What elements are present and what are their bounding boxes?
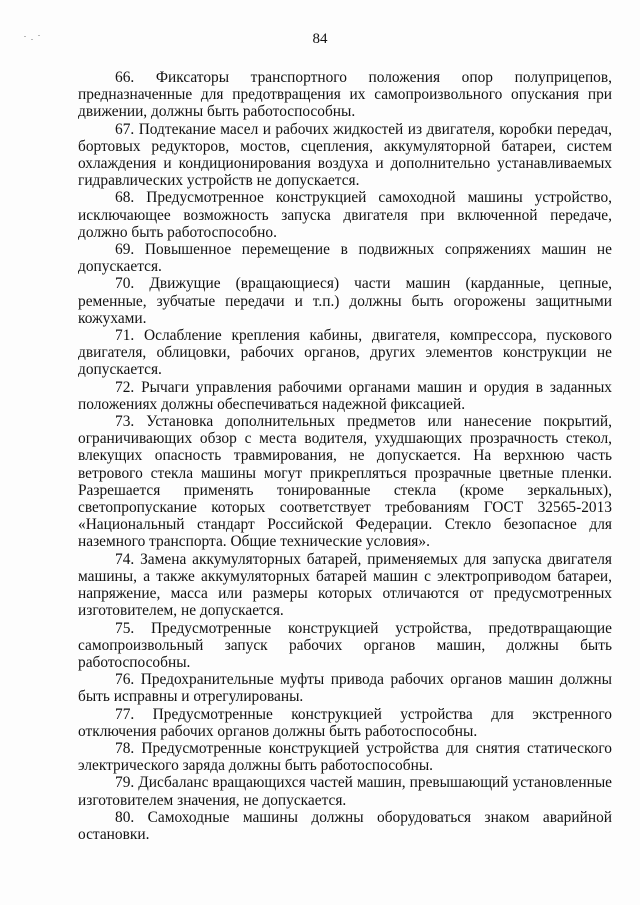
- paragraph-67: 67. Подтекание масел и рабочих жидкостей из двигателя, коробки передач, бортовых редукторов, мостов, сцепления, аккумуляторной батареи, систем охлаждения и кондиционирования воздуха и дополнительно устанавливаемых гидравлических устройств не допускается.: [78, 120, 612, 190]
- paragraph-66: 66. Фиксаторы транспортного положения опор полуприцепов, предназначенные для предотвращения их самопроизвольного опускания при движении, должны быть работоспособны.: [78, 69, 612, 121]
- paragraph-71: 71. Ослабление крепления кабины, двигателя, компрессора, пускового двигателя, облицовки, рабочих органов, других элементов конструкции не допускается.: [78, 327, 612, 379]
- paragraph-74: 74. Замена аккумуляторных батарей, применяемых для запуска двигателя машины, а также аккумуляторных батарей машин с электроприводом батареи, напряжение, масса или размеры которых отличаются от предусмотренных изготовителем, не допускается.: [78, 550, 612, 620]
- paragraph-75: 75. Предусмотренные конструкцией устройства, предотвращающие самопроизвольный запуск рабочих органов машин, должны быть работоспособны.: [78, 619, 612, 671]
- paragraph-72: 72. Рычаги управления рабочими органами машин и орудия в заданных положениях должны обеспечиваться надежной фиксацией.: [78, 378, 612, 413]
- paragraph-80: 80. Самоходные машины должны оборудоваться знаком аварийной остановки.: [78, 808, 612, 843]
- document-body: [78, 69, 612, 843]
- paragraph-73: 73. Установка дополнительных предметов или нанесение покрытий, ограничивающих обзор с места водителя, ухудшающих прозрачность стекол, влекущих опасность травмирования, не допускается. На верхнюю часть ветрового стекла машины могут прикрепляться прозрачные цветные пленки. Разрешается применять тонированные стекла (кроме зеркальных), светопропускание которых соответствует требованиям ГОСТ 32565-2013 «Национальный стандарт Российской Федерации. Стекло безопасное для наземного транспорта. Общие технические условия».: [78, 413, 612, 551]
- paragraph-78: 78. Предусмотренные конструкцией устройства для снятия статического электрического заряда должны быть работоспособны.: [78, 739, 612, 775]
- paragraph-77: 77. Предусмотренные конструкцией устройства для экстренного отключения рабочих органов должны быть работоспособны.: [78, 705, 612, 740]
- paragraph-69: 69. Повышенное перемещение в подвижных сопряжениях машин не допускается.: [78, 241, 612, 276]
- paragraph-79: 79. Дисбаланс вращающихся частей машин, превышающий установленные изготовителем значения, не допускается.: [78, 774, 612, 809]
- paragraph-70: 70. Движущие (вращающиеся) части машин (карданные, цепные, ременные, зубчатые передачи и т.п.) должны быть огорожены защитными кожухами.: [78, 275, 612, 327]
- paragraph-76: 76. Предохранительные муфты привода рабочих органов машин должны быть исправны и отрегулированы.: [78, 671, 612, 706]
- page-number: 84: [312, 31, 328, 47]
- paragraph-68: 68. Предусмотренное конструкцией самоходной машины устройство, исключающее возможность запуска двигателя при включенной передаче, должно быть работоспособно.: [78, 189, 612, 241]
